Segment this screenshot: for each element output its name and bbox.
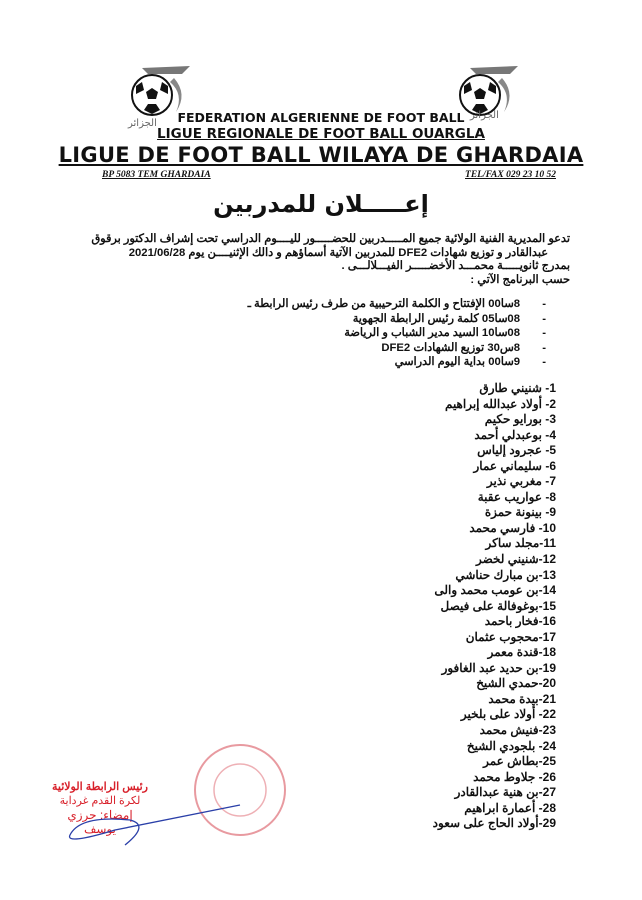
coach-list-item: 26- جلاوط محمد [473,769,556,784]
coach-list-item: 19-بن حديد عبد الغافور [441,660,556,675]
coach-list-item: 17-محجوب عثمان [465,629,556,644]
coach-list-item: 14-بن عومب محمد والى [434,583,556,598]
signature-name: إمضاء: حرزي يوسف [67,808,133,836]
coach-list-item: 29-أولاد الحاج على سعود [432,816,556,831]
wilaya-league-name: LIGUE DE FOOT BALL WILAYA DE GHARDAIA [58,143,584,167]
coach-list-item: 22- أولاد على بلخير [460,707,556,722]
coach-list-item: 6- سليماني عمار [473,458,556,473]
coach-list-item: 16-فخار باحمد [484,614,556,629]
signature-org: لكرة القدم غرداية [59,795,141,807]
body-line: تدعو المديرية الفنية الولائية جميع المـــــدربين للحضـــــور لليــــوم الدراسي تحت إشراف الدكتور برقوق [91,233,570,245]
coach-list-item: 27-بن هنية عبدالقادر [454,785,556,800]
program-item: -08سا05 كلمة رئيس الرابطة الجهوية [352,312,546,325]
coach-list-item: 12-شنيني لخضر [475,552,556,567]
coach-list-item: 10- فارسي محمد [469,520,556,535]
handwritten-signature [55,800,245,850]
program-item: -08سا10 السيد مدير الشباب و الرياضة [344,327,546,340]
coach-list-item: 15-بوغوفالة على فيصل [440,598,556,613]
coach-list-item: 21-بيدة محمد [488,691,556,706]
regional-league-name: LIGUE REGIONALE DE FOOT BALL OUARGLA [157,126,485,142]
coach-list-item: 9- بينونة حمزة [484,505,556,520]
address: BP 5083 TEM GHARDAIA [102,170,211,180]
body-line: عبدالقادر و توزيع شهادات DFE2 للمدربين الآتية أسماؤهم و دالك الإثنيــــن يوم 2021/06/28 [128,246,548,259]
logo-caption-right: الجزائر [470,110,499,121]
coach-list-item: 23-فنيش محمد [479,723,556,738]
announcement-title: إعـــــلان للمدربين [213,190,429,218]
coach-list-item: 7- مغربي نذير [486,474,556,489]
coach-list-item: 28- أعمارة ابراهيم [464,800,556,815]
program-list [248,297,546,370]
coach-list-item: 8- عواريب عقبة [477,489,556,504]
program-item: -8س30 توزيع الشهادات DFE2 [381,341,546,354]
coach-list-item: 2- أولاد عبدالله إبراهيم [444,396,556,411]
coach-list-item: 13-بن مبارك حناشي [455,567,556,582]
signature-title: رئيس الرابطة الولائية [52,781,148,793]
logo-caption-left: الجزائر [128,118,157,129]
coach-list-item: 20-حمدي الشيخ [476,676,556,691]
body-line: حسب البرنامج الآتي : [470,273,570,286]
coach-list-item: 3- بورايو حكيم [484,412,556,427]
coach-list-item: 24- بلجودي الشيخ [466,738,556,753]
federation-name: FEDERATION ALGERIENNE DE FOOT BALL [177,110,465,125]
program-item: -8سا00 الإفتتاح و الكلمة الترحيبية من طرف رئيس الرابطة ـ [247,298,546,310]
body-line: بمدرج ثانويـــــة محمـــد الأخضـــــر الفيـــلالـــى . [341,260,570,273]
coach-list [433,381,556,832]
coach-list-item: 18-قندة معمر [487,645,556,660]
announcement-body [70,233,570,287]
coach-list-item: 5- عجرود إلياس [477,443,556,458]
coach-list-item: 25-بطاش عمر [483,754,556,769]
coach-list-item: 1- شنيني طارق [479,381,556,395]
coach-list-item: 4- بوعبدلي أحمد [474,427,556,442]
phone-fax: TEL/FAX 029 23 10 52 [465,170,556,180]
program-item: -9سا00 بداية اليوم الدراسي [394,356,546,369]
coach-list-item: 11-مجلد ساكر [485,536,556,551]
